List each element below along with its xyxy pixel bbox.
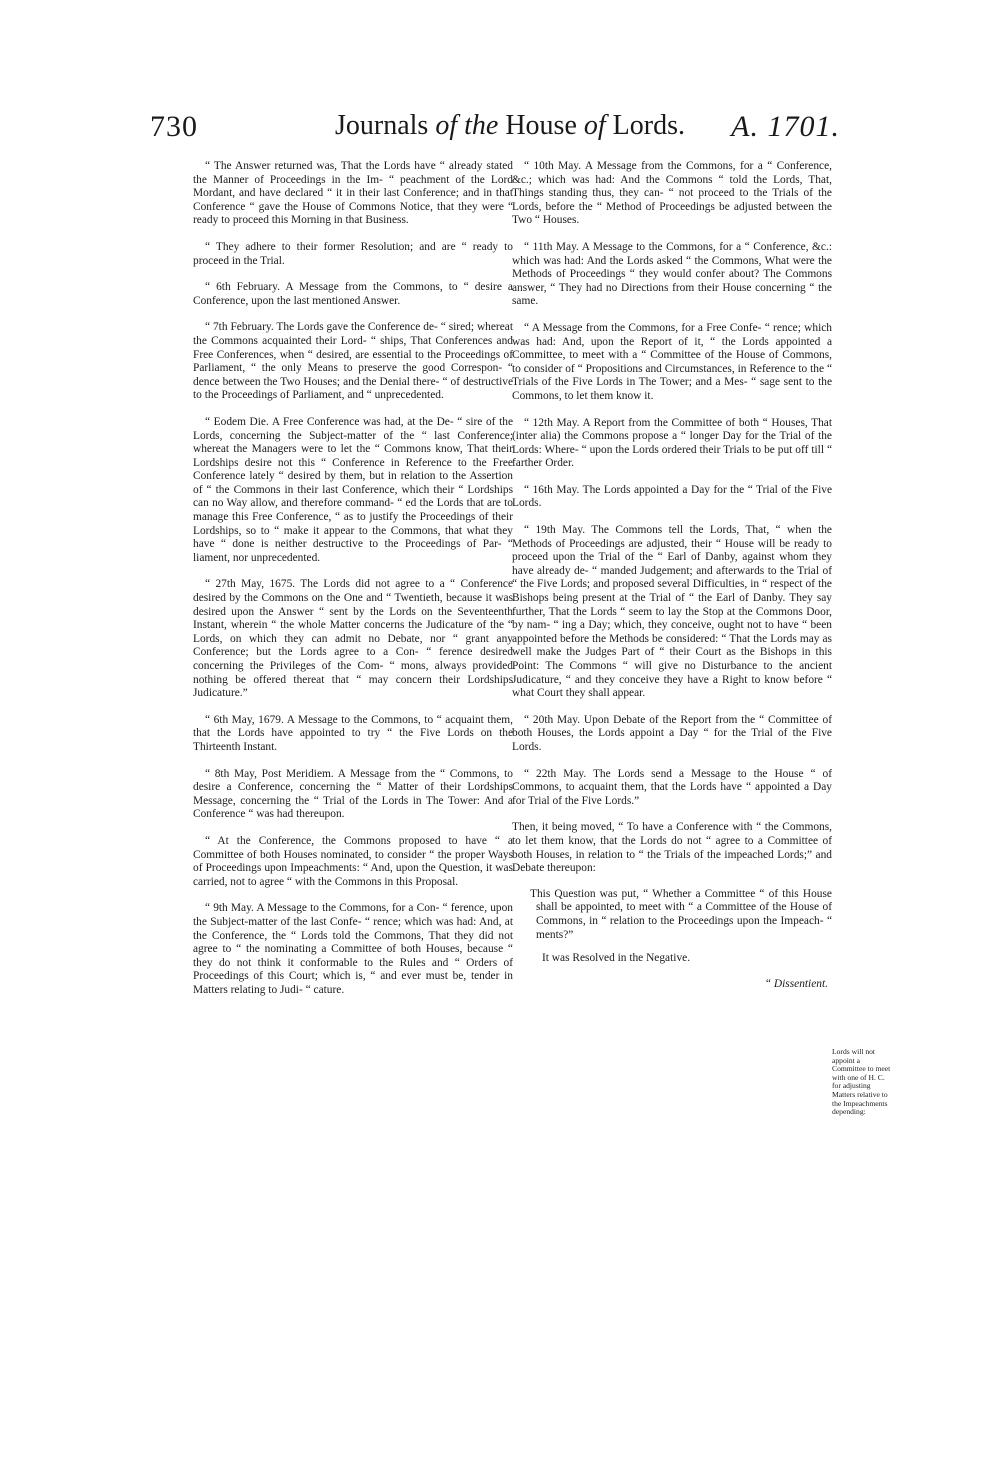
right-paragraph: “ 19th May. The Commons tell the Lords, That, “ when the Methods of Proceedings are adjusted, their “ House will be ready to proceed upon the Trial of the “ Earl of Danby, against whom they have already de- “ manded Judgement; and afterwards to the Trial of “ the Five Lords; and proposed several Difficulties, in “ respect of the Bishops being present at the Trial of “ the Earl of Danby. They say further, That the Lords “ seem to lay the Stop at the Commons Door, by nam- “ ing a Day; which, they conceive, ought not to have “ been appointed before the Methods be considered: “ That the Lords may as well make the Judges Part of “ their Court as the Bishops in this Point: The Commons “ will give no Disturbance to the ancient Judicature, “ and they conceive they have a Right to know before “ what Court they shall appear. bbox=[512, 524, 832, 700]
left-column bbox=[193, 160, 513, 1010]
title-word-house: House bbox=[505, 110, 577, 141]
question-text: This Question was put, “ Whether a Committee “ of this House shall be appointed, to meet with “ a Committee of the House of Commons, in “ relation to the Proceedings upon the Impeach- “ ments?” bbox=[530, 887, 832, 941]
right-paragraph: “ 16th May. The Lords appointed a Day for the “ Trial of the Five Lords. bbox=[512, 483, 832, 510]
left-paragraph: “ They adhere to their former Resolution; and are “ ready to proceed in the Trial. bbox=[193, 240, 513, 267]
title-word-lords: Lords. bbox=[612, 110, 685, 141]
right-column bbox=[512, 160, 832, 1003]
left-paragraph: “ 9th May. A Message to the Commons, for a Con- “ ference, upon the Subject-matter of the last Confe- “ rence; which was had: And, at the Conference, the “ Lords told the Commons, That they did not agree to “ the nominating a Committee of both Houses, because “ they do not think it conformable to the Rules and “ Orders of Proceedings of this Court; which is, “ and ever must be, tender in Matters relating to Judi- “ cature. bbox=[193, 902, 513, 996]
page-title bbox=[335, 110, 685, 142]
left-paragraph: “ At the Conference, the Commons proposed to have “ a Committee of both Houses nominated, to consider “ the proper Ways of Proceedings upon Impeachments: “ And, upon the Question, it was carried, not to agree “ with the Commons in this Proposal. bbox=[193, 834, 513, 888]
title-word-journals: Journals bbox=[335, 110, 429, 141]
left-paragraph: “ 6th February. A Message from the Commons, to “ desire a Conference, upon the last mentioned Answer. bbox=[193, 281, 513, 307]
result-text: It was Resolved in the Negative. bbox=[542, 952, 691, 965]
right-paragraph: “ 10th May. A Message from the Commons, for a “ Conference, &c.; which was had: And the Commons “ told the Lords, That, Things standing thus, they can- “ not proceed to the Trials of the Lords, before the “ Method of Proceedings be adjusted between the Two “ Houses. bbox=[512, 160, 832, 227]
title-of-the: of the bbox=[435, 110, 499, 141]
page-year: A. 1701. bbox=[731, 110, 840, 143]
title-of: of bbox=[583, 110, 606, 141]
margin-note: Lords will not appoint a Committee to meet with one of H. C. for adjusting Matters relative to the Impeachments depending: bbox=[832, 1047, 891, 1117]
left-paragraph: “ 6th May, 1679. A Message to the Commons, to “ acquaint them, that the Lords have appointed to try “ the Five Lords on the Thirteenth Instant. bbox=[193, 713, 513, 753]
left-paragraph: “ 7th February. The Lords gave the Conference de- “ sired; whereat the Commons acquainted their Lord- “ ships, That Conferences and Free Conferences, when “ desired, are essential to the Proceedings of Parliament, “ the only Means to preserve the good Correspon- “ dence between the Two Houses; and the Denial there- “ of destructive to the Proceedings of Parliament, and “ unprecedented. bbox=[193, 321, 513, 402]
right-paragraph: “ 22th May. The Lords send a Message to the House “ of Commons, to acquaint them, that the Lords have “ appointed a Day for Trial of the Five Lords.” bbox=[512, 767, 832, 807]
page-header bbox=[150, 110, 840, 154]
left-paragraph: “ The Answer returned was, That the Lords have “ already stated the Manner of Proceedings in the Im- “ peachment of the Lord Mordant, and have declared “ it in their last Conference; and in that Conference “ gave the House of Commons Notice, that they were “ ready to proceed this Morning in that Business. bbox=[193, 160, 513, 227]
right-paragraph: “ 11th May. A Message to the Commons, for a “ Conference, &c.: which was had: And the Lords asked “ the Commons, What were the Methods of Proceedings “ they would confer about? The Commons answer, “ They had no Directions from their House concerning “ the same. bbox=[512, 240, 832, 308]
page-number: 730 bbox=[150, 110, 198, 143]
left-paragraph: “ 27th May, 1675. The Lords did not agree to a “ Conference desired by the Commons on the One and “ Twentieth, because it was desired upon the Answer “ sent by the Lords on the Seventeenth Instant, wherein “ the whole Matter concerns the Judicature of the “ Lords, on which they can admit no Debate, nor “ grant any Conference; but the Lords agree to a Con- “ ference desired concerning the Privileges of the Com- “ mons, always provided nothing be offered thereat that “ may concern their Lordships Judicature.” bbox=[193, 578, 513, 700]
left-paragraph: “ 8th May, Post Meridiem. A Message from the “ Commons, to desire a Conference, concerning the “ Matter of their Lordships Message, concerning the “ Trial of the Lords in The Tower: And a Conference “ was had thereupon. bbox=[193, 767, 513, 821]
left-paragraph: “ Eodem Die. A Free Conference was had, at the De- “ sire of the Lords, concerning the Subject-matter of the “ last Conference; whereat the Managers were to let the “ Commons know, That their Lordships desire not this “ Conference in Reference to the Free Conference lately “ desired by them, but in relation to the Assertion of “ the Commons in their last Conference, which their “ Lordships can no Way allow, and therefore command- “ ed the Lords that are to manage this Free Conference, “ as to justify the Proceedings of their Lordships, so to “ make it appear to the Commons, that what they have “ done is neither destructive to the Proceedings of Par- “ liament, nor unprecedented. bbox=[193, 415, 513, 564]
resolution-text: Then, it being moved, “ To have a Conference with “ the Commons, to let them know, that the Lords do not “ agree to a Committee of both Houses, in relation to “ the Trials of the impeached Lords;” and Debate thereupon: bbox=[512, 821, 832, 875]
right-paragraph: “ 12th May. A Report from the Committee of both “ Houses, That (inter alia) the Commons propose a “ longer Day for the Trial of the Lords: Where- “ upon the Lords ordered their Trials to be put off till “ farther Order. bbox=[512, 416, 832, 470]
right-paragraph: “ A Message from the Commons, for a Free Confe- “ rence; which was had: And, upon the Report of it, “ the Lords appointed a Committee, to meet with a “ Committee of the House of Commons, to consider of “ Propositions and Circumstances, in Reference to the “ Trials of the Five Lords in The Tower; and a Mes- “ sage sent to the Commons, to let them know it. bbox=[512, 321, 832, 402]
dissentient-text: “ Dissentient. bbox=[764, 977, 828, 990]
right-paragraph: “ 20th May. Upon Debate of the Report from the “ Committee of both Houses, the Lords appoint a Day “ for the Trial of the Five Lords. bbox=[512, 713, 832, 753]
